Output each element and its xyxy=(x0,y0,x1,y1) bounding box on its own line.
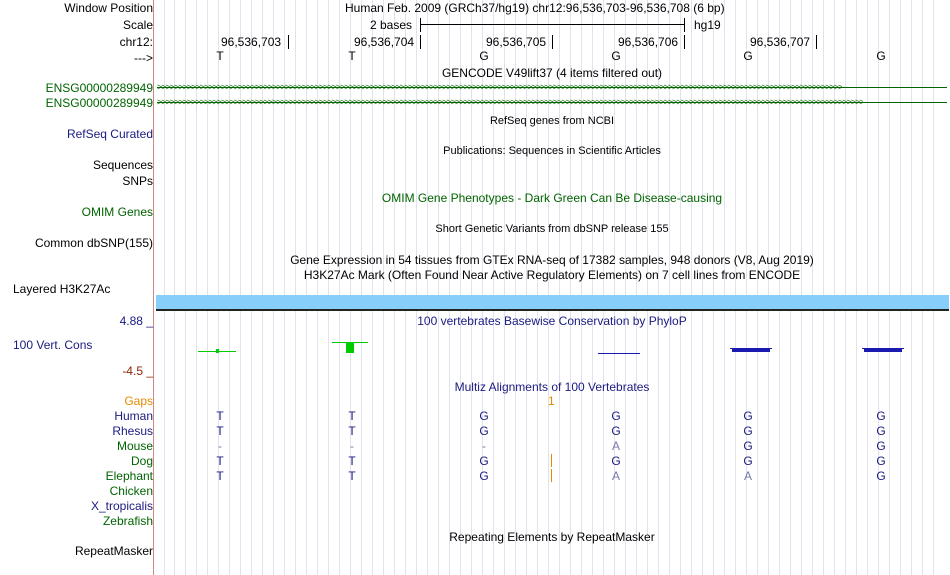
species-label-human: Human xyxy=(114,409,153,423)
alignment-base-human: G xyxy=(479,409,489,423)
position-tick-label-3: 96,536,705 xyxy=(486,35,547,49)
scale-assembly: hg19 xyxy=(694,18,721,32)
alignment-base-mouse: - xyxy=(350,439,354,453)
position-tick xyxy=(552,35,553,49)
sequence-base: T xyxy=(348,49,356,63)
sequence-base: G xyxy=(611,49,621,63)
dbsnp-track-title[interactable]: Short Genetic Variants from dbSNP release 155 xyxy=(435,223,669,235)
gencode-item-label-1[interactable]: ENSG00000289949 xyxy=(45,81,153,95)
alignment-base-elephant: G xyxy=(479,469,489,483)
h3k27ac-signal-bar[interactable] xyxy=(156,295,949,309)
window-position-value: Human Feb. 2009 (GRCh37/hg19) chr12:96,536,703-96,536,708 (6 bp) xyxy=(345,1,725,15)
alignment-base-dog: G xyxy=(479,454,489,468)
scale-bar xyxy=(420,24,684,25)
omim-genes-label[interactable]: OMIM Genes xyxy=(81,205,153,219)
insertion-marker xyxy=(551,469,552,482)
alignment-base-mouse: G xyxy=(876,439,886,453)
multiz-track-title[interactable]: Multiz Alignments of 100 Vertebrates xyxy=(454,380,650,394)
alignment-base-human: T xyxy=(216,409,224,423)
alignment-base-mouse: - xyxy=(482,439,486,453)
species-label-elephant: Elephant xyxy=(105,469,153,483)
gencode-item-label-2[interactable]: ENSG00000289949 xyxy=(45,96,153,110)
position-tick-label-2: 96,536,704 xyxy=(354,35,415,49)
alignment-base-dog: T xyxy=(348,454,356,468)
publications-track-title[interactable]: Publications: Sequences in Scientific Articles xyxy=(443,145,661,157)
gencode-strand-chevrons-icon: >>>>>>>>>>>>>>>>>>>>>>>>>>>>>>>>>>>>>>>>>>>>>>>>>>>>>>>>>>>>>>>>>>>>>>>>>>>>>>>>>>>>>>>>>>>>>>>>>>>>>>>>>>>>>>>>>>>>>>>>>>>>>>>>>>>>>>>>>>>>>>>>>>>>>>>>>>>>>>>>>>>>>> xyxy=(157,97,864,107)
sequence-base: G xyxy=(876,49,886,63)
alignment-base-rhesus: G xyxy=(611,424,621,438)
position-tick xyxy=(288,35,289,49)
layered-h3k27ac-label[interactable]: Layered H3K27Ac xyxy=(13,282,111,296)
conservation-bar xyxy=(216,349,219,353)
alignment-base-human: G xyxy=(611,409,621,423)
common-dbsnp-label[interactable]: Common dbSNP(155) xyxy=(34,236,153,250)
species-label-dog: Dog xyxy=(130,454,153,468)
snps-label[interactable]: SNPs xyxy=(122,174,153,188)
gtex-track-title[interactable]: Gene Expression in 54 tissues from GTEx RNA-seq of 17382 samples, 948 donors (V8, Aug 2019) xyxy=(290,253,814,267)
alignment-base-human: G xyxy=(876,409,886,423)
conservation-bar xyxy=(864,349,902,352)
sequence-base: G xyxy=(479,49,489,63)
conservation-min-label: -4.5 _ xyxy=(122,364,153,378)
alignment-base-rhesus: T xyxy=(216,424,224,438)
sequence-base: G xyxy=(743,49,753,63)
repeatmasker-track-title[interactable]: Repeating Elements by RepeatMasker xyxy=(449,530,655,544)
h3k27ac-track-title[interactable]: H3K27Ac Mark (Often Found Near Active Regulatory Elements) on 7 cell lines from ENCODE xyxy=(303,268,801,282)
insertion-marker xyxy=(551,454,552,467)
alignment-base-mouse: - xyxy=(218,439,222,453)
gaps-value: 1 xyxy=(548,394,555,408)
track-image-area[interactable] xyxy=(154,0,950,575)
alignment-base-rhesus: T xyxy=(348,424,356,438)
alignment-base-elephant: A xyxy=(743,469,752,483)
alignment-base-dog: G xyxy=(743,454,753,468)
scale-bar-left-tick xyxy=(420,18,421,32)
alignment-base-human: G xyxy=(743,409,753,423)
alignment-base-dog: T xyxy=(216,454,224,468)
refseq-curated-label[interactable]: RefSeq Curated xyxy=(66,127,153,141)
position-tick-label-1: 96,536,703 xyxy=(221,35,282,49)
conservation-max-label: 4.88 _ xyxy=(119,314,153,328)
alignment-base-mouse: G xyxy=(743,439,753,453)
gencode-strand-chevrons-icon: >>>>>>>>>>>>>>>>>>>>>>>>>>>>>>>>>>>>>>>>>>>>>>>>>>>>>>>>>>>>>>>>>>>>>>>>>>>>>>>>>>>>>>>>>>>>>>>>>>>>>>>>>>>>>>>>>>>>>>>>>>>>>>>>>>>>>>>>>>>>>>>>>>>>>>>>>>>>>>>>> xyxy=(157,82,843,92)
alignment-base-dog: G xyxy=(611,454,621,468)
alignment-base-rhesus: G xyxy=(876,424,886,438)
conservation-label[interactable]: 100 Vert. Cons xyxy=(13,338,93,352)
h3k27ac-baseline xyxy=(156,309,949,311)
sequence-base: T xyxy=(216,49,224,63)
strand-label: ---> xyxy=(134,51,153,65)
alignment-base-rhesus: G xyxy=(479,424,489,438)
conservation-track-title[interactable]: 100 vertebrates Basewise Conservation by PhyloP xyxy=(417,314,687,328)
alignment-base-human: T xyxy=(348,409,356,423)
alignment-base-elephant: G xyxy=(876,469,886,483)
alignment-base-rhesus: G xyxy=(743,424,753,438)
repeatmasker-label[interactable]: RepeatMasker xyxy=(74,544,153,558)
position-tick xyxy=(420,35,421,49)
position-tick-label-5: 96,536,707 xyxy=(750,35,811,49)
gaps-label: Gaps xyxy=(124,394,153,408)
alignment-base-dog: G xyxy=(876,454,886,468)
scale-bar-right-tick xyxy=(684,18,685,32)
species-label-mouse: Mouse xyxy=(116,439,153,453)
alignment-base-elephant: T xyxy=(348,469,356,483)
species-label-rhesus: Rhesus xyxy=(112,424,153,438)
gencode-track-title[interactable]: GENCODE V49lift37 (4 items filtered out) xyxy=(441,66,663,80)
position-tick-label-4: 96,536,706 xyxy=(618,35,679,49)
chrom-label: chr12: xyxy=(119,35,153,49)
alignment-base-elephant: T xyxy=(216,469,224,483)
conservation-bar xyxy=(598,353,640,354)
species-label-x-tropicalis: X_tropicalis xyxy=(90,499,153,513)
position-tick xyxy=(816,35,817,49)
track-label-column xyxy=(0,0,154,575)
window-position-label: Window Position xyxy=(64,1,153,15)
alignment-base-elephant: A xyxy=(611,469,620,483)
alignment-base-mouse: A xyxy=(611,439,620,453)
species-label-zebrafish: Zebrafish xyxy=(102,514,153,528)
sequences-label[interactable]: Sequences xyxy=(92,158,153,172)
conservation-bar xyxy=(346,342,354,353)
position-tick xyxy=(684,35,685,49)
omim-track-title[interactable]: OMIM Gene Phenotypes - Dark Green Can Be Disease-causing xyxy=(381,191,723,205)
refseq-track-title[interactable]: RefSeq genes from NCBI xyxy=(489,115,615,127)
scale-value: 2 bases xyxy=(370,18,413,32)
species-label-chicken: Chicken xyxy=(109,484,153,498)
scale-label: Scale xyxy=(122,18,153,32)
conservation-bar xyxy=(732,349,770,352)
